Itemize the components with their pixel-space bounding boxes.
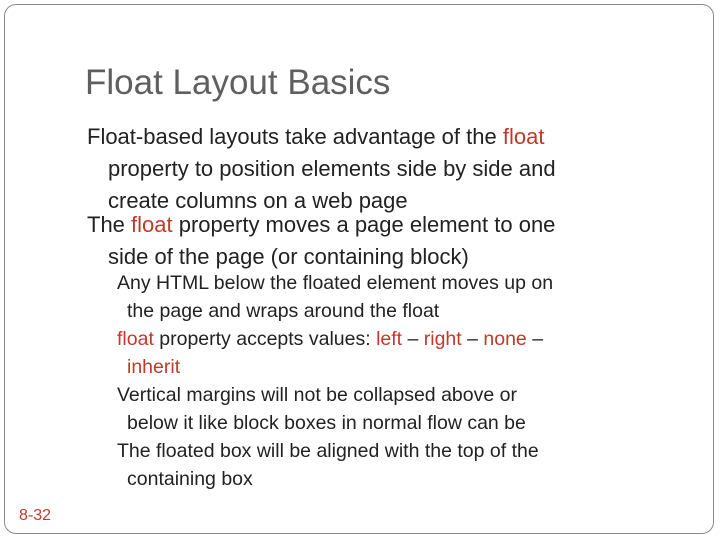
keyword-right: right — [423, 328, 462, 350]
sub-bullet-item-1 — [117, 269, 677, 325]
text-segment: property to position elements side by side and — [108, 156, 556, 181]
text-segment: property moves a page element to one — [172, 212, 556, 237]
bullet-line — [87, 121, 687, 153]
bullet-line — [117, 409, 677, 437]
bullet-line — [117, 353, 677, 381]
text-segment: – — [526, 328, 544, 350]
page-number: 8-32 — [19, 507, 52, 524]
bullet-line — [117, 269, 677, 297]
keyword-float: float — [131, 212, 173, 237]
bullet-line — [87, 209, 687, 241]
bullet-line — [117, 465, 677, 493]
text-segment: – — [461, 328, 484, 350]
sub-bullet-item-2 — [117, 325, 677, 381]
sub-bullet-item-3 — [117, 381, 677, 437]
slide-title: Float Layout Basics — [85, 63, 391, 102]
text-segment: Float-based layouts take advantage of the — [87, 124, 503, 149]
bullet-item-1 — [87, 121, 687, 217]
text-segment: The floated box will be aligned with the top of the — [117, 440, 539, 462]
text-segment: side of the page (or containing block) — [108, 244, 469, 269]
text-segment: create columns on a web page — [108, 188, 408, 213]
bullet-line — [87, 153, 687, 185]
text-segment: the page and wraps around the float — [127, 300, 440, 322]
text-segment: Any HTML below the floated element moves up on — [117, 272, 554, 294]
text-segment: Vertical margins will not be collapsed above or — [117, 384, 517, 406]
text-segment: property accepts values: — [153, 328, 377, 350]
slide — [4, 4, 714, 534]
keyword-float: float — [117, 328, 154, 350]
text-segment: – — [402, 328, 424, 350]
keyword-none: none — [483, 328, 527, 350]
bullet-item-2 — [87, 209, 687, 273]
keyword-left: left — [376, 328, 403, 350]
bullet-line — [117, 437, 677, 465]
text-segment: below it like block boxes in normal flow can be — [127, 412, 526, 434]
bullet-line — [117, 297, 677, 325]
text-segment: The — [87, 212, 132, 237]
bullet-line — [117, 325, 677, 353]
keyword-float: float — [502, 124, 545, 149]
bullet-line — [117, 381, 677, 409]
sub-bullet-item-4 — [117, 437, 677, 493]
text-segment: containing box — [127, 468, 253, 490]
keyword-inherit: inherit — [127, 356, 181, 378]
